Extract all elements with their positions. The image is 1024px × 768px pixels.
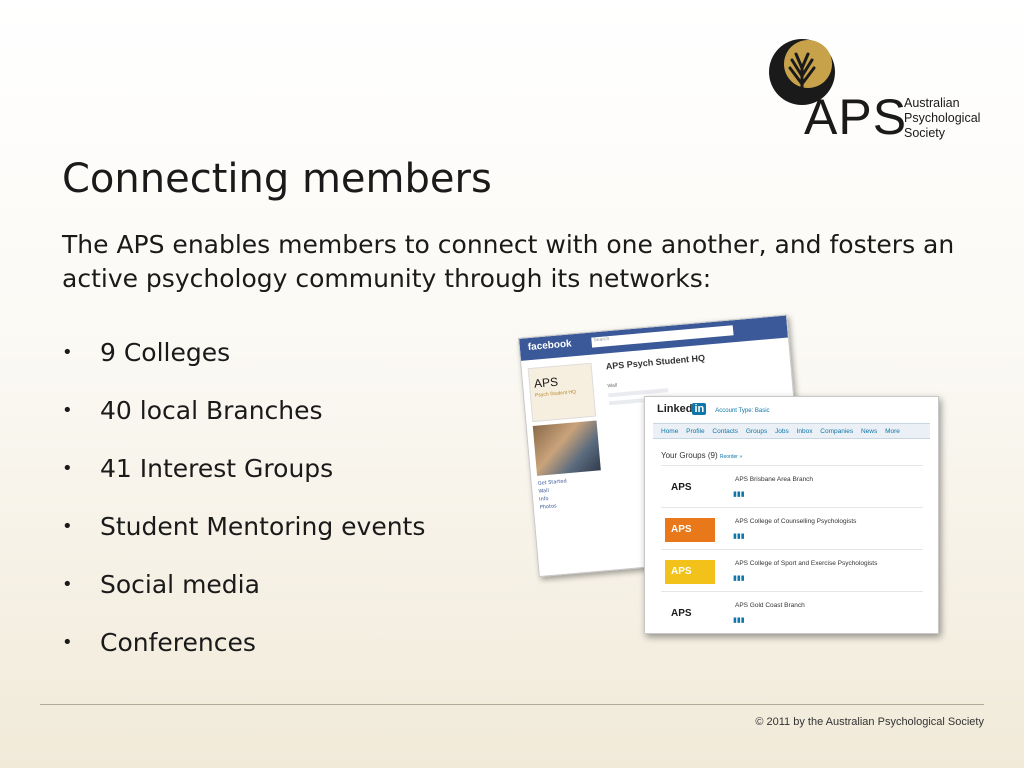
- nav-item: Profile: [686, 428, 705, 435]
- linkedin-header: [645, 397, 938, 423]
- group-thumb: APS: [665, 518, 715, 542]
- account-type: Account Type: Basic: [715, 408, 770, 414]
- nav-item: News: [860, 428, 878, 435]
- nav-item: Jobs: [775, 428, 789, 435]
- nav-item: Contacts: [712, 428, 739, 435]
- group-name: APS Gold Coast Branch: [735, 602, 805, 609]
- group-row: [661, 507, 923, 548]
- nav-item: Home: [661, 428, 679, 435]
- network-list: [62, 334, 425, 682]
- linkedin-badge: in: [694, 403, 705, 415]
- group-stats-icon: ▮▮▮: [733, 491, 745, 498]
- group-name: APS College of Counselling Psychologists: [735, 518, 857, 525]
- facebook-logo-subtitle: Psych Student HQ: [534, 389, 577, 399]
- logo-text-line: Society: [904, 126, 945, 140]
- facebook-links: [537, 474, 610, 512]
- group-row: [661, 591, 923, 632]
- group-stats-icon: ▮▮▮: [733, 617, 745, 624]
- groups-heading-text: Your Groups (9): [661, 451, 718, 460]
- aps-logo: [768, 38, 998, 146]
- logo-text-line: Psychological: [904, 111, 981, 125]
- facebook-link: Get Started: [537, 478, 567, 487]
- facebook-sidebar: [528, 362, 615, 567]
- logo-wordmark: [904, 96, 980, 141]
- list-item: • 41 Interest Groups: [62, 450, 425, 508]
- slide-title: Connecting members: [62, 156, 492, 202]
- linkedin-screenshot: [644, 396, 939, 634]
- copyright-footer: © 2011 by the Australian Psychological Society: [755, 716, 984, 728]
- groups-heading: [661, 451, 938, 460]
- facebook-link: Info: [538, 495, 549, 503]
- nav-item: Inbox: [796, 428, 813, 435]
- group-thumb: APS: [665, 476, 715, 500]
- logo-acronym: APS: [804, 89, 908, 145]
- nav-item: Companies: [820, 428, 854, 435]
- facebook-search-box: Search: [591, 325, 733, 347]
- list-item: • 40 local Branches: [62, 392, 425, 450]
- facebook-page-name: APS Psych Student HQ: [605, 352, 706, 372]
- linkedin-brand: Linked: [657, 403, 693, 415]
- group-row: [661, 549, 923, 590]
- group-stats-icon: ▮▮▮: [733, 575, 745, 582]
- group-name: APS Brisbane Area Branch: [735, 476, 814, 483]
- list-item: • Conferences: [62, 624, 425, 682]
- group-name: APS College of Sport and Exercise Psychologists: [735, 560, 878, 567]
- facebook-wall-label: Wall: [607, 382, 618, 390]
- reorder-link: Reorder »: [719, 454, 743, 460]
- students-photo: [533, 420, 601, 475]
- nav-item: More: [885, 428, 900, 435]
- list-item: • Student Mentoring events: [62, 508, 425, 566]
- group-stats-icon: ▮▮▮: [733, 533, 745, 540]
- group-thumb: APS: [665, 560, 715, 584]
- facebook-link: Photos: [539, 503, 557, 511]
- slide-intro: The APS enables members to connect with one another, and fosters an active psychology community through its networks:: [62, 230, 955, 293]
- list-item: • 9 Colleges: [62, 334, 425, 392]
- group-thumb: APS: [665, 602, 715, 626]
- nav-item: Groups: [745, 428, 768, 435]
- logo-text-line: Australian: [904, 96, 960, 110]
- facebook-link: Wall: [538, 487, 550, 495]
- linkedin-nav: [653, 423, 930, 439]
- footer-divider: [40, 704, 984, 705]
- facebook-brand: facebook: [527, 338, 573, 354]
- group-row: [661, 465, 923, 506]
- list-item: • Social media: [62, 566, 425, 624]
- facebook-page-logo: [528, 363, 596, 422]
- facebook-logo-text: APS: [533, 374, 559, 391]
